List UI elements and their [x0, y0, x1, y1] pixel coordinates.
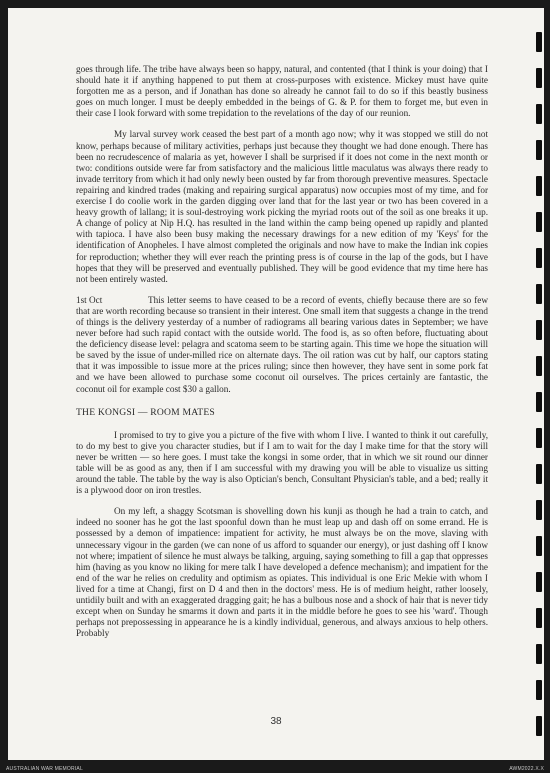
binding-hole: [536, 248, 542, 268]
letter-body: [76, 64, 488, 649]
paragraph-1: goes through life. The tribe have always been so happy, natural, and contented (that I think is your doing) that I should hate it if anything happened to put them at cross-purposes with existence. Mickey must have quite forgotten me as a person, and if Jonathan has done so already he cannot fail to do so if this beastly business goes on much longer. I must be deeply embedded in the beings of G. & P. for them to forget me, but even in their case I look forward with some trepidation to the revelations of the day of our reunion.: [76, 64, 488, 119]
binding-hole: [536, 716, 542, 736]
binding-hole: [536, 356, 542, 376]
binding-hole: [536, 320, 542, 340]
date-label: 1st Oct: [76, 294, 103, 305]
archive-footer-right: AWM2022.X.X: [509, 766, 544, 772]
paragraph-1st-oct-text: This letter seems to have ceased to be a record of events, chiefly because there are so few that are worth recording because so transient in their interest. One small item that suggests a change in the trend of things is the delivery yesterday of a number of radiograms all bearing various dates in September; we have never before had such rapid contact with the outside world. The food is, as so often before, fluctuating about the deficiency disease level: pelagra and scatoma seem to be starting again. This time we hope the situation will be saved by the issue of under-milled rice on alternate days. The oil ration was cut by half, our captors stating that it was impossible to issue more at the prices ruling; since then however, they have sent in some pork fat and we have been allowed to purchase some coconut oil ourselves. The prices certainly are fantastic, the coconut oil for example cost $30 a gallon.: [76, 294, 488, 394]
binding-hole: [536, 644, 542, 664]
binding-hole: [536, 428, 542, 448]
document-page: [8, 8, 544, 760]
binding-hole: [536, 572, 542, 592]
binding-hole: [536, 500, 542, 520]
paragraph-larval-survey: My larval survey work ceased the best part of a month ago now; why it was stopped we still do not know, perhaps because of military activities, perhaps just because they thought we had done enough. There has been no recrudescence of malaria as yet, however I shall be surprised if it does not come in the next month or two: conditions outside were far from satisfactory and the malicious little maculatus was always there ready to invade territory from which it had only newly been ousted by far from thorough preventive measures. Spectacle repairing and kindred trades (making and repairing surgical apparatus) now occupies most of my time, and for exercise I do coolie work in the garden digging over land that for the last year or two has been covered in a heavy growth of lallang; it is soul-destroying work picking the myriad roots out of the soil as one breaks it up. A change of policy at Nip H.Q. has resulted in the land within the camp being opened up rapidly and planted with tapioca. I have also been busy making the necessary drawings for a new edition of my 'Keys' for the identification of Anopheles. I have almost completed the originals and now have to make the Indian ink copies for reproduction; whether they will ever reach the printing press is of course in the lap of the gods, but I have hopes that they will be preserved and eventually published. They will be good evidence that my time here has not been entirely wasted.: [76, 129, 488, 284]
section-heading: THE KONGSI — ROOM MATES: [76, 406, 215, 418]
paragraph-scotsman: On my left, a shaggy Scotsman is shovelling down his kunji as though he had a train to catch, and indeed no sooner has he got the last spoonful down than he must leap up and dash off on some errand. He is possessed by a demon of impatience: impatient for activity, he must always be on the move, slaving with unnecessary vigour in the garden (we can none of us afford to squander our energy), or just dashing off I know not where; impatient of silence he must always be talking, arguing, saying something to fill a gap that oppresses him (having as you know no liking for mere talk I have developed a defence mechanism); and impatient for the end of the war he relies on credulity and optimism as opiates. This individual is one Eric Mekie with whom I lived for a time at Changi, first on D 4 and then in the doctors' mess. He is of medium height, rather loosely, untidily built and with an exaggerated dragging gait; he has a bulbous nose and a shock of hair that is never tidy except when on Sunday he smarms it down and parts it in the middle before he goes to see his 'ward'. Though perhaps not prepossessing in appearance he is a kindly individual, generous, and always anxious to help others. Probably: [76, 506, 488, 639]
binding-hole: [536, 212, 542, 232]
archive-footer-left: AUSTRALIAN WAR MEMORIAL: [6, 766, 83, 772]
binding-hole: [536, 392, 542, 412]
page-number: 38: [270, 716, 282, 727]
paragraph-1st-oct: [76, 295, 488, 395]
binding-hole: [536, 284, 542, 304]
binding-hole: [536, 464, 542, 484]
binding-hole: [536, 104, 542, 124]
binding-hole: [536, 536, 542, 556]
binding-hole: [536, 140, 542, 160]
paragraph-kongsi-intro: I promised to try to give you a picture of the five with whom I live. I wanted to think it out carefully, to do my best to give you character studies, but if I am to wait for the day I make time for that the story will never be written — so here goes. I must take the kongsi in some order, that in which we sit round our dinner table will be as good as any, then if I am successful with my drawing you will be able to visualize us sitting around the table. The table by the way is also Optician's bench, Consultant Physician's table, and a bed; really it is a plywood door on iron trestles.: [76, 429, 488, 496]
binding-hole: [536, 608, 542, 628]
binding-hole: [536, 32, 542, 52]
binding-hole: [536, 680, 542, 700]
binding-hole: [536, 68, 542, 88]
binding-hole: [536, 176, 542, 196]
